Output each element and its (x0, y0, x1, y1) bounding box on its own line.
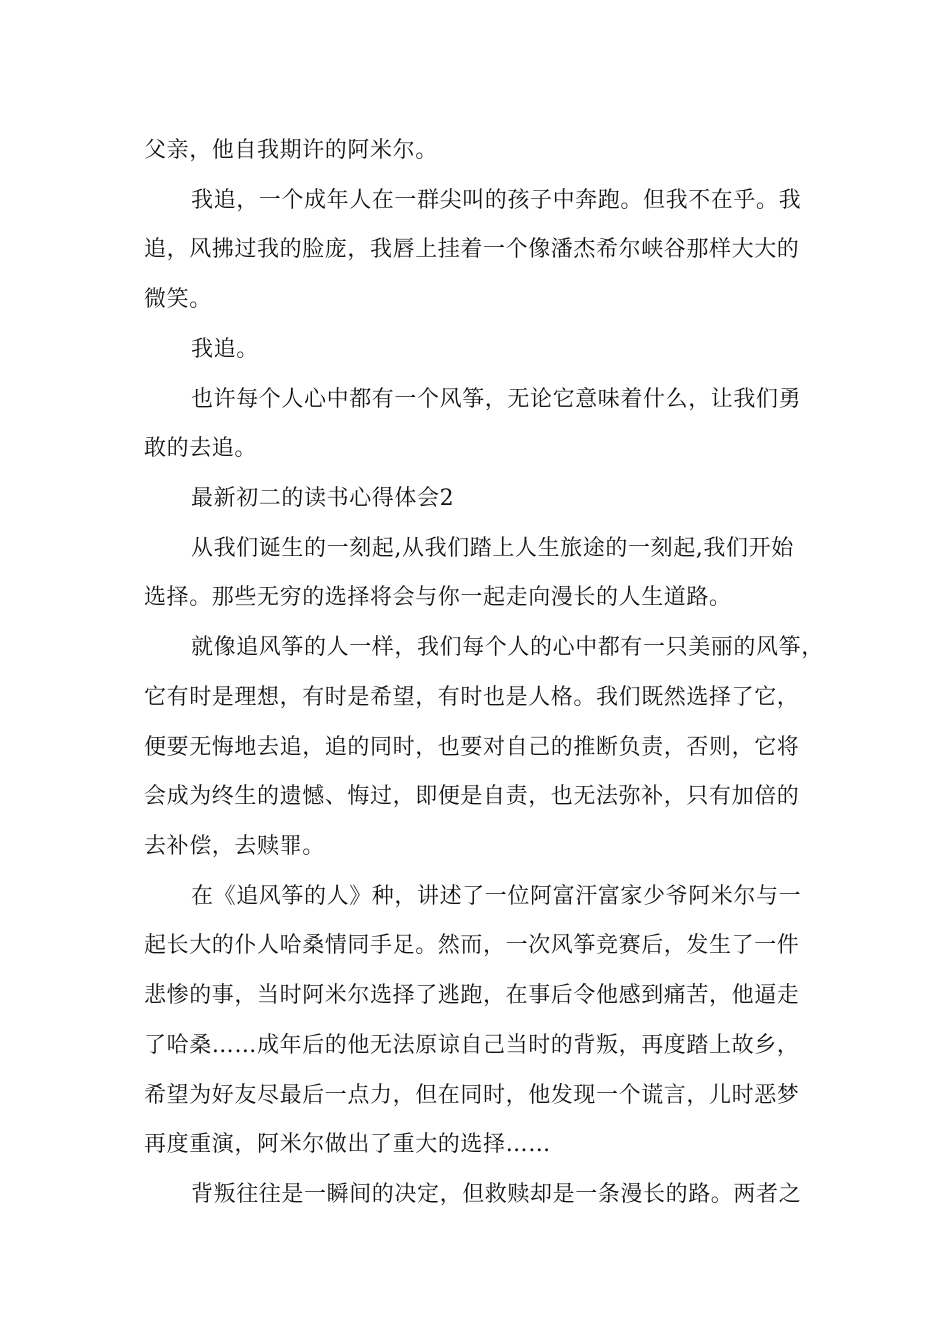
text-line: 追，风拂过我的脸庞，我唇上挂着一个像潘杰希尔峡谷那样大大的 (144, 237, 800, 262)
text-line: 它有时是理想，有时是希望，有时也是人格。我们既然选择了它， (144, 685, 800, 710)
text-line: 去补偿，去赎罪。 (144, 834, 325, 859)
text-line: 我追。 (191, 337, 259, 362)
section-heading: 最新初二的读书心得体会2 (191, 486, 455, 511)
text-line: 背叛往往是一瞬间的决定，但救赎却是一条漫长的路。两者之 (191, 1182, 802, 1207)
text-line: 在《追风筝的人》种，讲述了一位阿富汗富家少爷阿米尔与一 (191, 884, 802, 909)
text-line: 再度重演，阿米尔做出了重大的选择…… (144, 1132, 551, 1157)
text-line: 便要无悔地去追，追的同时，也要对自己的推断负责，否则，它将 (144, 735, 800, 760)
text-line: 从我们诞生的一刻起,从我们踏上人生旅途的一刻起,我们开始 (191, 536, 794, 561)
text-line: 会成为终生的遗憾、悔过，即便是自责，也无法弥补，只有加倍的 (144, 784, 800, 809)
text-line: 就像追风筝的人一样，我们每个人的心中都有一只美丽的风筝， (191, 635, 824, 660)
text-line: 了哈桑……成年后的他无法原谅自己当时的背叛，再度踏上故乡， (144, 1033, 800, 1058)
text-line: 我追，一个成年人在一群尖叫的孩子中奔跑。但我不在乎。我 (191, 188, 802, 213)
text-line: 父亲，他自我期许的阿米尔。 (144, 138, 438, 163)
text-line: 起长大的仆人哈桑情同手足。然而，一次风筝竞赛后，发生了一件 (144, 933, 800, 958)
text-line: 希望为好友尽最后一点力，但在同时，他发现一个谎言，儿时恶梦 (144, 1083, 800, 1108)
text-line: 敢的去追。 (144, 436, 258, 461)
text-line: 悲惨的事，当时阿米尔选择了逃跑，在事后令他感到痛苦，他逼走 (144, 983, 800, 1008)
text-line: 也许每个人心中都有一个风筝，无论它意味着什么，让我们勇 (191, 387, 802, 412)
text-line: 微笑。 (144, 287, 212, 312)
text-line: 选择。那些无穷的选择将会与你一起走向漫长的人生道路。 (144, 585, 732, 610)
